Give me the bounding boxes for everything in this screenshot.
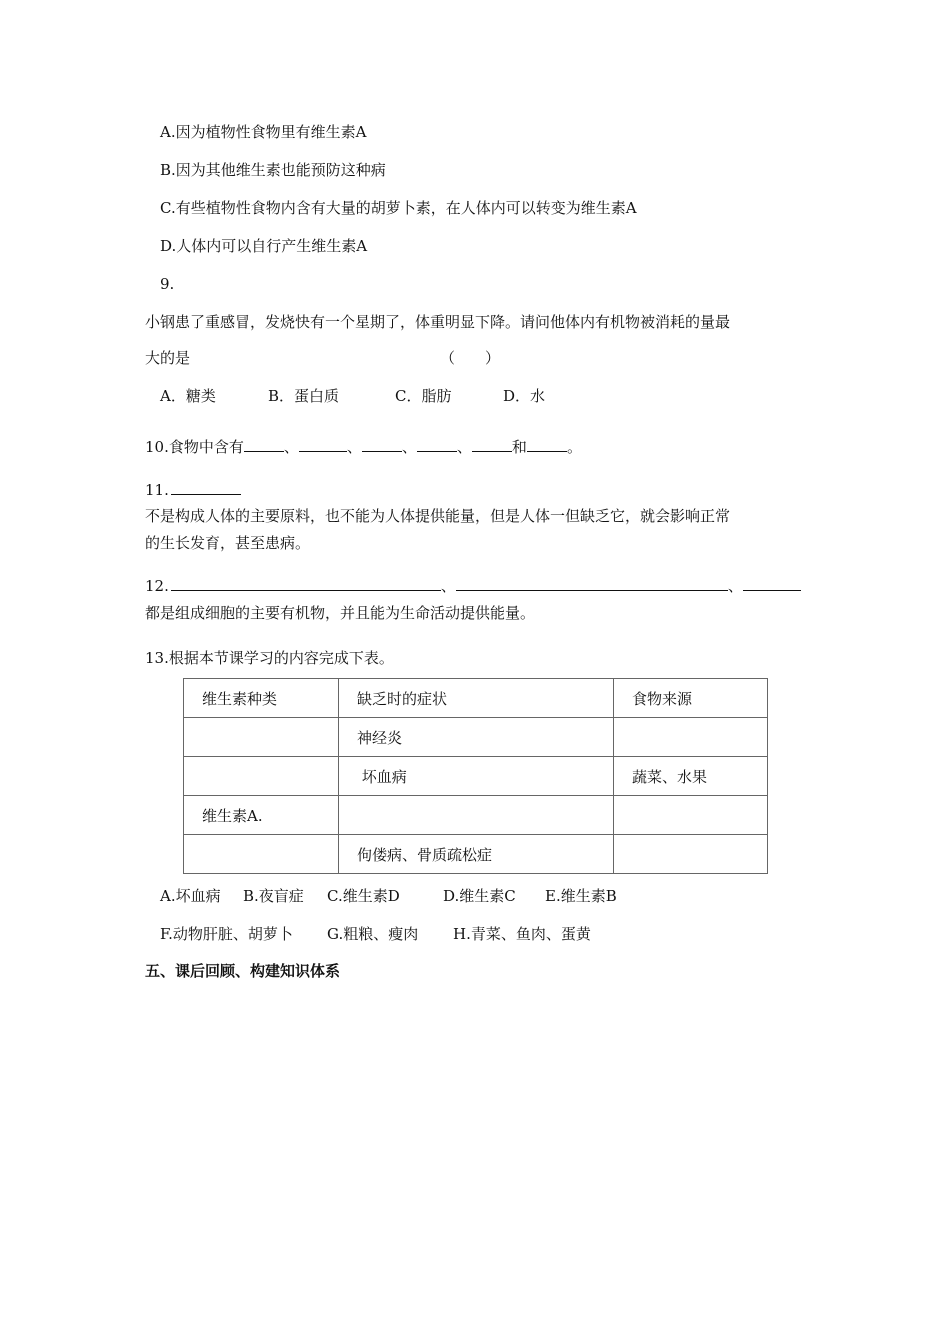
table-cell[interactable]	[184, 718, 339, 757]
q12-blank-3[interactable]	[743, 576, 801, 591]
q10-blank-1[interactable]	[244, 437, 284, 452]
header-vitamin-type: 维生素种类	[184, 679, 339, 718]
table-row	[184, 835, 768, 874]
q13-option-g: G.粗粮、瘦肉	[327, 925, 419, 943]
q9-option-a: A．糖类	[160, 387, 216, 405]
q12-sep: 、	[727, 577, 743, 595]
table-row	[184, 796, 768, 835]
q11-line1: 不是构成人体的主要原料，也不能为人体提供能量，但是人体一但缺乏它，就会影响正常	[145, 507, 731, 525]
q12-blank-2[interactable]	[456, 576, 728, 591]
q11-line2: 的生长发育，甚至患病。	[145, 534, 311, 552]
q9-option-c: C．脂肪	[395, 387, 452, 405]
q9-answer-paren: （ ）	[440, 349, 501, 367]
q10-sep: 、	[283, 438, 299, 456]
table-row	[184, 757, 768, 796]
q12-number-line	[145, 576, 801, 596]
q13-option-e: E.维生素B	[545, 887, 617, 905]
table-header-row	[184, 679, 768, 718]
table-cell[interactable]	[339, 796, 614, 835]
table-cell[interactable]	[614, 718, 768, 757]
q10-and: 和	[511, 438, 527, 456]
q11-number: 11.	[145, 481, 169, 499]
q8-option-d: D.人体内可以自行产生维生素A	[160, 237, 368, 255]
q10-sep: 、	[346, 438, 362, 456]
q12-sep: 、	[440, 577, 456, 595]
q10-line	[145, 437, 582, 457]
table-cell[interactable]	[614, 835, 768, 874]
table-cell[interactable]	[184, 835, 339, 874]
table-cell: 神经炎	[339, 718, 614, 757]
q8-option-a: A.因为植物性食物里有维生素A	[160, 123, 367, 141]
q10-sep: 、	[456, 438, 472, 456]
q13-option-h: H.青菜、鱼肉、蛋黄	[453, 925, 591, 943]
q11-number-line	[145, 480, 241, 500]
q12-number: 12.	[145, 577, 169, 595]
section5-title: 五、课后回顾、构建知识体系	[145, 962, 341, 980]
header-food-source: 食物来源	[614, 679, 768, 718]
q13-option-c: C.维生素D	[327, 887, 400, 905]
q10-blank-2[interactable]	[299, 437, 347, 452]
table-cell: 坏血病	[339, 757, 614, 796]
table-cell: 维生素A.	[184, 796, 339, 835]
q10-blank-6[interactable]	[527, 437, 567, 452]
q10-end: 。	[566, 438, 582, 456]
q12-blank-1[interactable]	[171, 576, 441, 591]
header-symptoms: 缺乏时的症状	[339, 679, 614, 718]
table-cell[interactable]	[614, 796, 768, 835]
table-cell: 佝偻病、骨质疏松症	[339, 835, 614, 874]
q10-sep: 、	[401, 438, 417, 456]
q13-option-b: B.夜盲症	[243, 887, 304, 905]
q13-option-f: F.动物肝脏、胡萝卜	[160, 925, 293, 943]
table-cell[interactable]	[184, 757, 339, 796]
q13-option-a: A.坏血病	[160, 887, 221, 905]
vitamin-table	[183, 678, 768, 874]
q8-option-b: B.因为其他维生素也能预防这种病	[160, 161, 386, 179]
q10-blank-3[interactable]	[362, 437, 402, 452]
q8-option-c: C.有些植物性食物内含有大量的胡萝卜素，在人体内可以转变为维生素A	[160, 199, 637, 217]
q9-option-d: D．水	[503, 387, 546, 405]
q10-blank-5[interactable]	[472, 437, 512, 452]
q9-number: 9.	[160, 275, 175, 293]
q9-stem-line2: 大的是	[145, 349, 191, 367]
q13-title: 13.根据本节课学习的内容完成下表。	[145, 649, 394, 667]
table-cell: 蔬菜、水果	[614, 757, 768, 796]
q10-prefix: 10.食物中含有	[145, 438, 244, 456]
q13-option-d: D.维生素C	[443, 887, 516, 905]
q10-blank-4[interactable]	[417, 437, 457, 452]
table-row	[184, 718, 768, 757]
q11-blank[interactable]	[171, 480, 241, 495]
q9-stem-line1: 小钢患了重感冒，发烧快有一个星期了，体重明显下降。请问他体内有机物被消耗的量最	[145, 313, 731, 331]
q9-option-b: B．蛋白质	[268, 387, 340, 405]
q12-line2: 都是组成细胞的主要有机物，并且能为生命活动提供能量。	[145, 604, 536, 622]
